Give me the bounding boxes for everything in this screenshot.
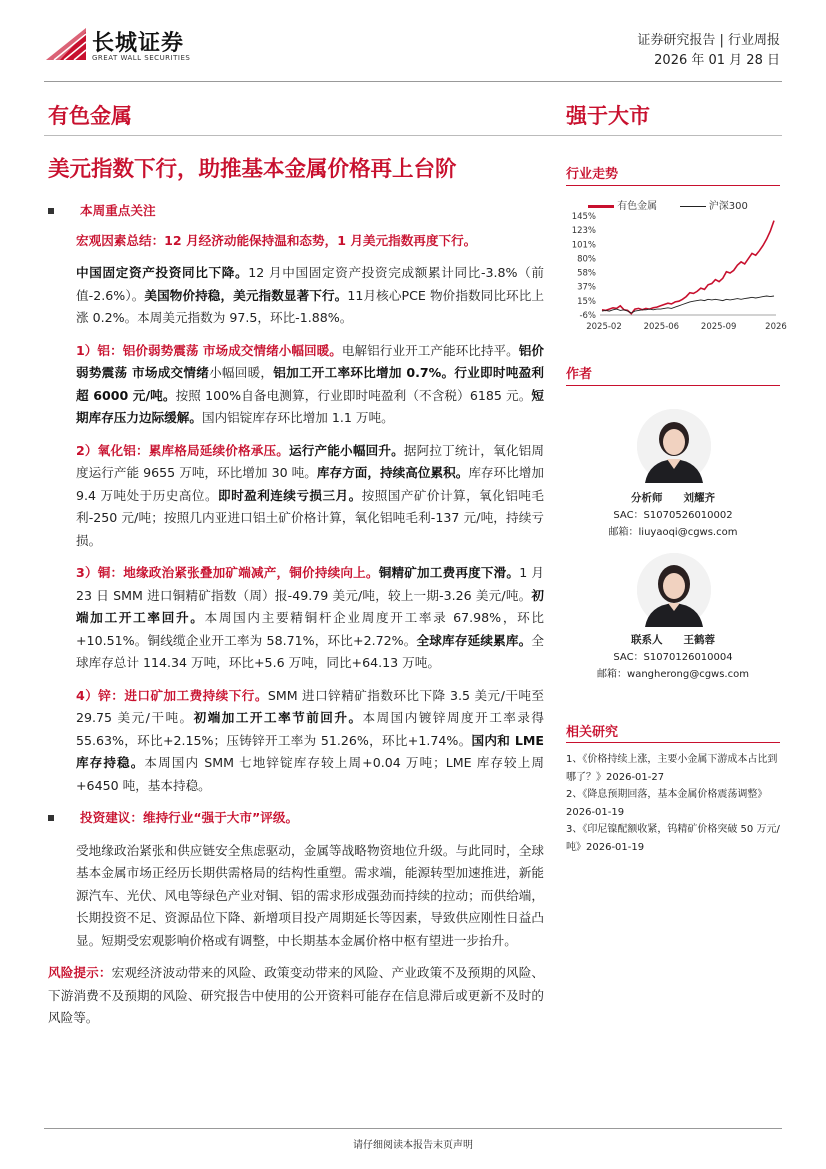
- contact-sac: SAC：S1070126010004: [613, 652, 733, 663]
- section-name: 有色金属: [48, 104, 132, 128]
- footer-disclaimer: 请仔细阅读本报告末页声明: [353, 1140, 473, 1151]
- zinc-paragraph: 4）锌：进口矿加工费持续下行。SMM 进口锌精矿指数环比下降 3.5 美元/干吨至 29.75 美元/干吨。初端加工开工率节前回升。本周国内镀锌周度开工率录得 55.63%，环比+2.15%；压铸锌开工率为 51.26%，环比+1.74%。国内和 LME 库存持稳。本周国内 SMM 七地锌锭库存较上周+0.04 万吨；LME 库存较上周+6450 吨，基本持稳。: [76, 687, 545, 793]
- series-line-nonferrous: [602, 221, 774, 314]
- aluminum-paragraph: 1）铝：铝价弱势震荡 市场成交情绪小幅回暖。电解铝行业开工产能环比持平。铝价弱势震荡 市场成交情绪小幅回暖，铝加工开工率环比增加 0.7%。行业即时吨盈利超 6000 元/吨。按照 100%自备电测算，行业即时吨盈利（不含税）6185 元。短期库存压力边际缓解。国内铝锭库存环比增加 1.1 万吨。: [76, 342, 545, 425]
- report-date: 2026 年 01 月 28 日: [654, 53, 780, 68]
- y-tick-label: 15%: [577, 296, 596, 307]
- industry-rating: 强于大市: [566, 104, 650, 128]
- related-list: [566, 751, 780, 856]
- legend-swatch-b: [680, 206, 706, 207]
- contact-name: 联系人 王鹤蓉: [631, 634, 715, 646]
- report-type: 证券研究报告 | 行业周报: [637, 33, 780, 48]
- x-tick-label: 2025-02: [586, 322, 622, 332]
- y-tick-label: 145%: [571, 212, 596, 222]
- investment-heading: 投资建议：维持行业“强于大市”评级。: [48, 807, 544, 830]
- analyst-avatar: [637, 409, 711, 483]
- logo-icon: [44, 24, 88, 64]
- trend-heading: 行业走势: [566, 167, 619, 182]
- risk-paragraph: 风险提示：宏观经济波动带来的风险、政策变动带来的风险、产业政策不及预期的风险、下游消费不及预期的风险、研究报告中使用的公开资料可能存在信息滞后或更新不及时的风险等。: [48, 965, 545, 1025]
- y-tick-label: -6%: [579, 311, 596, 321]
- bullet-icon: [48, 208, 54, 214]
- header-divider: [44, 81, 782, 82]
- related-underline: [566, 742, 780, 743]
- copper-paragraph: 3）铜：地缘政治紧张叠加矿端减产，铜价持续向上。铜精矿加工费再度下滑。1 月 23 日 SMM 进口铜精矿指数（周）报-49.79 美元/吨，较上一期-3.26 美元/吨。初端加工开工率回升。本周国内主要精铜杆企业周度开工率录 67.98%，环比+10.51%。铜线缆企业开工率为 58.71%，环比+2.72%。全球库存延续累库。全球库存总计 114.34 万吨，环比+5.6 万吨，同比+64.13 万吨。: [76, 565, 545, 670]
- investment-paragraph: 受地缘政治紧张和供应链安全焦虑驱动，金属等战略物资地位升级。与此同时，全球基本金属市场正经历长期供需格局的结构性重塑。需求端，能源转型加速推进，新能源汽车、光伏、风电等绿色产业对铜、铝的需求形成强劲而持续的拉动；而供给端，长期投资不足、资源品位下降、新增项目投产周期延长等因素，导致供应刚性日益凸显。短期受宏观影响价格或有调整，中长期基本金属价格中枢有望进一步抬升。: [76, 842, 544, 948]
- report-title: 美元指数下行，助推基本金属价格再上台阶: [48, 157, 457, 182]
- related-item[interactable]: 1、《价格持续上涨，主要小金属下游成本占比到哪了？》2026-01-27: [566, 754, 778, 783]
- analyst-name: 分析师 刘耀齐: [631, 492, 715, 504]
- x-tick-label: 2025-06: [643, 322, 680, 332]
- macro-paragraph: 中国固定资产投资同比下降。12 月中国固定资产投资完成额累计同比-3.8%（前值-2.6%）。美国物价持稳，美元指数显著下行。11月核心PCE 物价指数同比环比上涨 0.2%。本周美元指数为 97.5，环比-1.88%。: [76, 265, 545, 325]
- contact-avatar: [637, 553, 711, 627]
- analyst-email[interactable]: 邮箱：liuyaoqi@cgws.com: [608, 527, 738, 538]
- related-heading: 相关研究: [566, 725, 619, 740]
- related-item[interactable]: 2、《降息预期回落，基本金属价格震荡调整》2026-01-19: [566, 789, 768, 818]
- y-tick-label: 123%: [571, 226, 596, 237]
- y-tick-label: 37%: [577, 282, 596, 293]
- related-item[interactable]: 3、《印尼镍配额收紧，钨精矿价格突破 50 万元/吨》2026-01-19: [566, 824, 780, 853]
- section-divider: [44, 135, 782, 136]
- x-tick-label: 2026: [765, 322, 787, 332]
- authors-underline: [566, 385, 780, 386]
- authors-heading: 作者: [566, 367, 593, 382]
- legend-label-b: 沪深300: [708, 201, 748, 212]
- legend-label-a: 有色金属: [617, 201, 658, 212]
- x-tick-label: 2025-09: [700, 322, 737, 332]
- macro-summary: 宏观因素总结：12 月经济动能保持温和态势，1 月美元指数再度下行。: [76, 232, 477, 248]
- analyst-sac: SAC：S1070526010002: [613, 510, 733, 521]
- y-tick-label: 80%: [577, 254, 596, 265]
- logo-text: 长城证券: [92, 31, 185, 56]
- footer-divider: [44, 1128, 782, 1129]
- logo-subtext: GREAT WALL SECURITIES: [92, 54, 191, 62]
- bullet-icon: [48, 815, 54, 821]
- analyst-info: [566, 490, 780, 541]
- contact-info: [566, 632, 780, 683]
- contact-email[interactable]: 邮箱：wangherong@cgws.com: [597, 669, 749, 680]
- main-content: [48, 200, 544, 1030]
- y-tick-label: 101%: [571, 240, 596, 251]
- trend-underline: [566, 185, 780, 186]
- y-tick-label: 58%: [577, 268, 596, 279]
- trend-chart: [562, 208, 787, 336]
- alumina-paragraph: 2）氧化铝：累库格局延续价格承压。运行产能小幅回升。据阿拉丁统计，氧化铝周度运行产能 9655 万吨，环比增加 30 吨。库存方面，持续高位累积。库存环比增加 9.4 万吨处于历史高位。即时盈利连续亏损三月。按照国产矿价计算，氧化铝吨毛利-250 元/吨；按照几内亚进口铝土矿价格计算，氧化铝吨毛利-137 元/吨，持续亏损。: [76, 442, 545, 548]
- report-header-info: [637, 31, 780, 71]
- focus-heading: 本周重点关注: [48, 200, 544, 223]
